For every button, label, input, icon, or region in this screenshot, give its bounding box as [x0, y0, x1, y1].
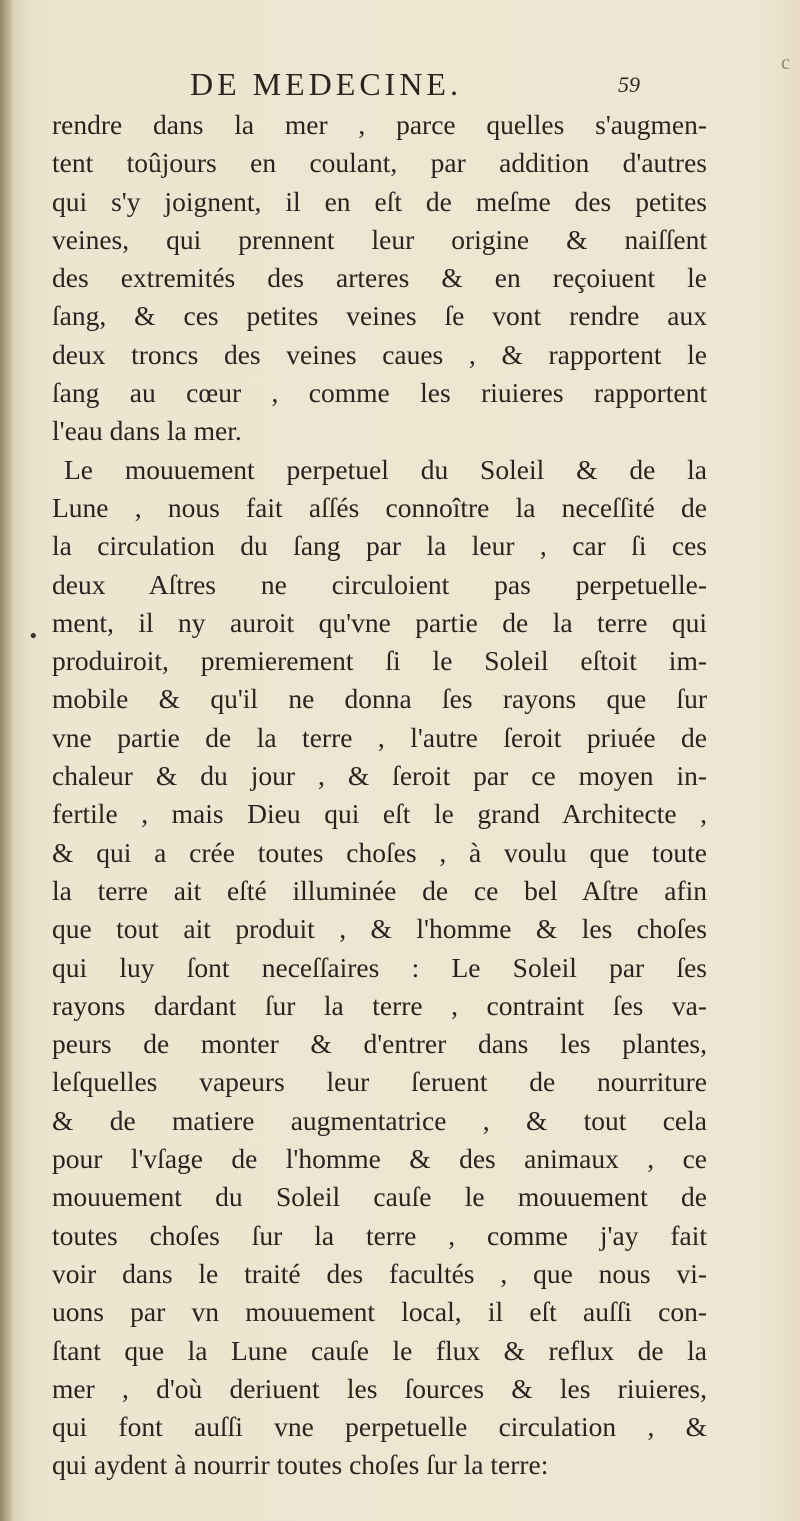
text-line: voir dans le traité des facultés , que nous vi-: [52, 1257, 707, 1289]
text-line: qui aydent à nourrir toutes choſes ſur la terre:: [52, 1449, 549, 1481]
text-line: pour l'vſage de l'homme & des animaux , ce: [52, 1143, 707, 1175]
text-line: & de matiere augmentatrice , & tout cela: [52, 1104, 707, 1136]
text-line-paragraph-start: Le mouuement perpetuel du Soleil & de la: [64, 453, 707, 485]
page-binding-shadow: [0, 0, 14, 1521]
text-line: tent toûjours en coulant, par addition d'autres: [52, 147, 707, 179]
text-line: la circulation du ſang par la leur , car ſi ces: [52, 530, 707, 562]
text-line: veines, qui prennent leur origine & naiſſent: [52, 223, 707, 255]
text-line: des extremités des arteres & en reçoiuent le: [52, 262, 707, 294]
running-title: DE MEDECINE.: [190, 66, 462, 102]
text-line: ment, il ny auroit qu'vne partie de la terre qui: [52, 606, 707, 638]
text-line: deux Aſtres ne circuloient pas perpetuelle-: [52, 568, 707, 600]
text-line: deux troncs des veines caues , & rapportent le: [52, 338, 707, 370]
text-line: produiroit, premierement ſi le Soleil eſtoit im-: [52, 645, 707, 677]
text-line: mer , d'où deriuent les ſources & les riuieres,: [52, 1372, 707, 1404]
text-line: peurs de monter & d'entrer dans les plantes,: [52, 1028, 707, 1060]
text-line: rendre dans la mer , parce quelles s'augmen-: [52, 109, 707, 140]
text-line: mouuement du Soleil cauſe le mouuement de: [52, 1181, 707, 1213]
text-line: qui luy ſont neceſſaires : Le Soleil par ſes: [52, 951, 707, 983]
text-line-paragraph-end: l'eau dans la mer.: [52, 415, 242, 447]
text-line: chaleur & du jour , & ſeroit par ce moyen in-: [52, 760, 707, 792]
body-text: [52, 106, 707, 1485]
text-line: leſquelles vapeurs leur ſeruent de nourriture: [52, 1066, 707, 1098]
text-line: fertile , mais Dieu qui eſt le grand Architecte ,: [52, 798, 707, 830]
text-line: rayons dardant ſur la terre , contraint ſes va-: [52, 989, 707, 1021]
page-number: 59: [618, 72, 640, 97]
text-line: que tout ait produit , & l'homme & les choſes: [52, 913, 707, 945]
text-line: ſang, & ces petites veines ſe vont rendre aux: [52, 300, 707, 332]
text-line: qui s'y joignent, il en eſt de meſme des petites: [52, 185, 707, 217]
margin-mark: •: [28, 626, 39, 647]
text-line: qui font auſſi vne perpetuelle circulation , &: [52, 1411, 707, 1443]
text-line: vne partie de la terre , l'autre ſeroit priuée de: [52, 721, 707, 753]
corner-pencil-mark: c: [781, 52, 790, 74]
text-line: la terre ait eſté illuminée de ce bel Aſtre afin: [52, 874, 707, 906]
text-line: ſtant que la Lune cauſe le flux & reflux de la: [52, 1334, 707, 1366]
text-line: Lune , nous fait aſſés connoître la neceſſité de: [52, 491, 707, 523]
text-line: mobile & qu'il ne donna ſes rayons que ſur: [52, 683, 707, 715]
text-line: & qui a crée toutes choſes , à voulu que toute: [52, 836, 707, 868]
text-line: ſang au cœur , comme les riuieres rapportent: [52, 377, 707, 409]
page-header: [190, 66, 660, 106]
text-line: uons par vn mouuement local, il eſt auſſi con-: [52, 1296, 707, 1328]
text-line: toutes choſes ſur la terre , comme j'ay fait: [52, 1219, 707, 1251]
